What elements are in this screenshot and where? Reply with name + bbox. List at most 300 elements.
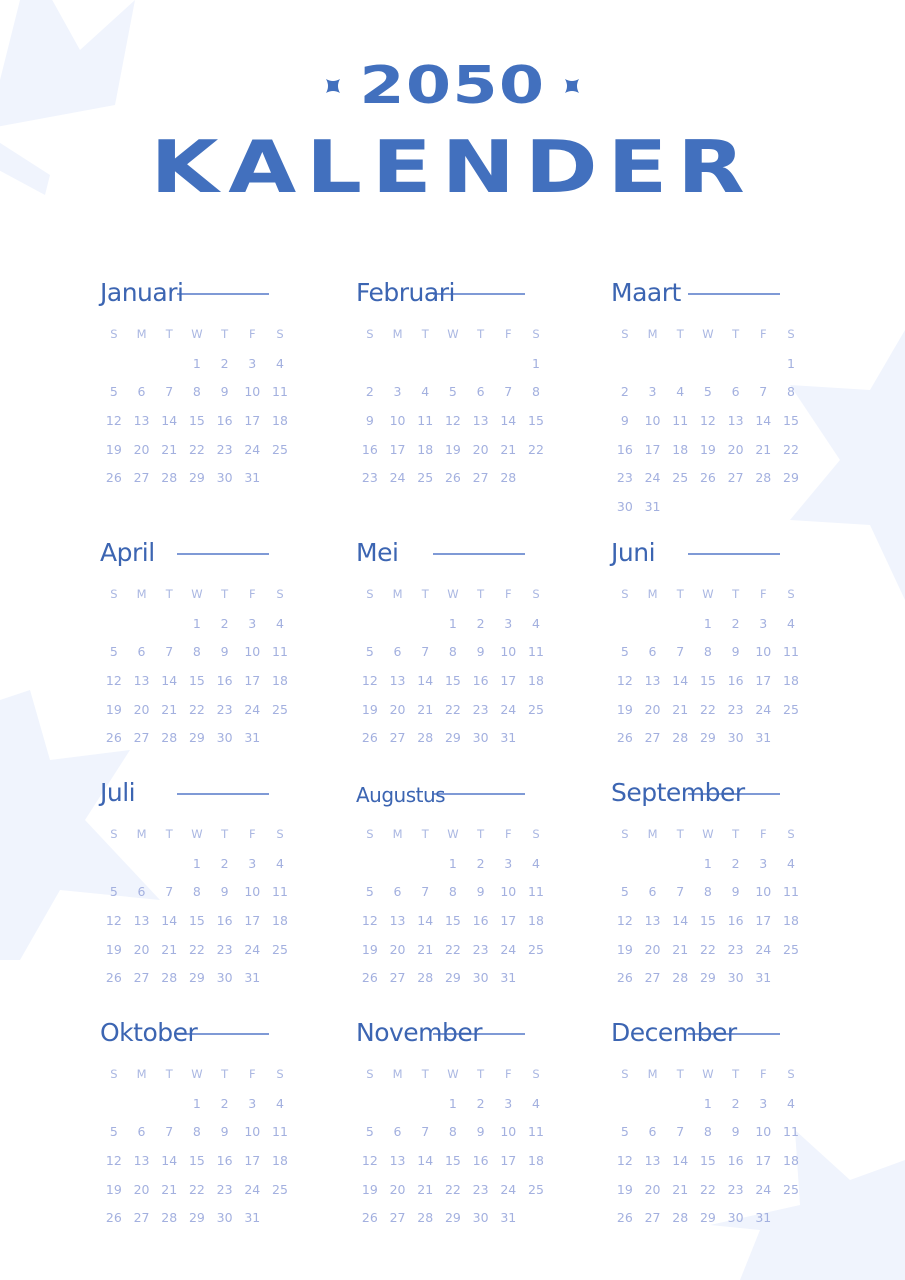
day-cell: 6 xyxy=(137,1124,146,1140)
weekday-label: S xyxy=(366,327,374,341)
day-cell: 21 xyxy=(161,941,178,957)
day-grid xyxy=(100,327,294,499)
day-cell: 10 xyxy=(244,384,261,400)
day-cell: 6 xyxy=(137,644,146,660)
weekday-label: S xyxy=(787,587,795,601)
day-cell: 9 xyxy=(731,1124,740,1140)
day-cell: 22 xyxy=(188,1181,205,1197)
day-cell: 27 xyxy=(133,730,150,746)
day-cell: 27 xyxy=(644,730,661,746)
weekday-label: M xyxy=(647,1067,658,1081)
day-cell: 9 xyxy=(220,884,229,900)
day-cell: 3 xyxy=(504,615,513,631)
empty-cell xyxy=(411,356,439,385)
empty-cell xyxy=(439,356,467,385)
day-cell: 11 xyxy=(272,384,288,400)
day-cell: 22 xyxy=(783,441,799,457)
month-name: Augustus xyxy=(356,783,446,807)
day-cell: 25 xyxy=(783,941,799,957)
day-cell: 24 xyxy=(500,1181,517,1197)
empty-cell xyxy=(749,356,777,385)
day-cell: 12 xyxy=(105,913,122,929)
day-cell: 31 xyxy=(244,730,261,746)
day-cell: 14 xyxy=(672,1153,689,1169)
day-cell: 5 xyxy=(365,644,374,660)
day-cell: 12 xyxy=(616,913,633,929)
weekday-label: W xyxy=(447,1067,459,1081)
day-cell: 5 xyxy=(448,384,457,400)
weekday-label: S xyxy=(787,827,795,841)
day-cell: 9 xyxy=(220,1124,229,1140)
day-cell: 17 xyxy=(755,913,772,929)
day-cell: 24 xyxy=(500,701,517,717)
empty-cell xyxy=(722,356,750,385)
day-cell: 30 xyxy=(727,970,744,986)
day-cell: 29 xyxy=(188,470,205,486)
day-cell: 2 xyxy=(220,855,229,871)
month-november xyxy=(356,1010,556,1226)
day-cell: 31 xyxy=(755,970,772,986)
day-cell: 19 xyxy=(616,1181,633,1197)
day-cell: 24 xyxy=(644,470,661,486)
day-cell: 6 xyxy=(476,384,485,400)
day-cell: 15 xyxy=(444,1153,461,1169)
day-cell: 10 xyxy=(244,884,261,900)
day-cell: 28 xyxy=(161,470,178,486)
day-cell: 8 xyxy=(192,884,201,900)
day-cell: 21 xyxy=(417,1181,434,1197)
month-augustus xyxy=(356,770,556,986)
day-cell: 11 xyxy=(528,644,544,660)
weekday-label: F xyxy=(759,1067,767,1081)
day-cell: 25 xyxy=(272,701,288,717)
day-cell: 24 xyxy=(755,701,772,717)
day-cell: 31 xyxy=(244,1210,261,1226)
weekday-label: W xyxy=(191,1067,203,1081)
weekday-label: S xyxy=(276,827,284,841)
day-cell: 27 xyxy=(389,970,406,986)
weekday-label: T xyxy=(165,587,173,601)
day-cell: 30 xyxy=(727,1210,744,1226)
day-cell: 7 xyxy=(421,644,430,660)
day-cell: 29 xyxy=(444,970,461,986)
empty-cell xyxy=(666,1096,694,1125)
month-name: November xyxy=(356,1018,483,1047)
month-header xyxy=(611,270,811,310)
day-cell: 8 xyxy=(448,1124,457,1140)
day-grid xyxy=(356,587,550,759)
day-cell: 10 xyxy=(500,1124,517,1140)
month-name: Mei xyxy=(356,538,399,567)
day-cell: 5 xyxy=(620,1124,629,1140)
empty-cell xyxy=(100,616,128,645)
day-cell: 26 xyxy=(105,970,122,986)
day-cell: 2 xyxy=(476,1095,485,1111)
weekday-label: S xyxy=(621,827,629,841)
day-cell: 20 xyxy=(389,701,406,717)
weekday-label: T xyxy=(732,827,740,841)
day-cell: 21 xyxy=(161,441,178,457)
day-cell: 26 xyxy=(616,1210,633,1226)
day-cell: 20 xyxy=(133,941,150,957)
day-cell: 6 xyxy=(648,884,657,900)
day-cell: 13 xyxy=(472,413,489,429)
day-cell: 11 xyxy=(528,884,544,900)
weekday-label: W xyxy=(702,327,714,341)
day-cell: 16 xyxy=(216,413,233,429)
weekday-label: T xyxy=(221,587,229,601)
weekday-label: S xyxy=(366,827,374,841)
month-maart xyxy=(611,270,811,515)
day-cell: 15 xyxy=(528,413,544,429)
weekday-label: T xyxy=(421,827,429,841)
day-cell: 30 xyxy=(472,730,489,746)
day-cell: 15 xyxy=(188,673,205,689)
weekday-label: T xyxy=(221,827,229,841)
day-cell: 13 xyxy=(644,913,661,929)
day-cell: 28 xyxy=(161,970,178,986)
weekday-label: S xyxy=(110,827,118,841)
weekday-label: S xyxy=(532,827,540,841)
month-divider-line xyxy=(433,793,525,795)
day-cell: 24 xyxy=(244,701,261,717)
day-cell: 9 xyxy=(365,413,374,429)
month-header xyxy=(611,770,811,810)
day-grid xyxy=(356,1067,550,1239)
day-cell: 24 xyxy=(755,941,772,957)
empty-cell xyxy=(128,616,156,645)
empty-cell xyxy=(155,356,183,385)
day-cell: 20 xyxy=(133,441,150,457)
day-grid xyxy=(100,587,294,759)
day-cell: 5 xyxy=(109,884,118,900)
day-cell: 3 xyxy=(248,1095,257,1111)
weekday-label: F xyxy=(248,827,256,841)
day-cell: 11 xyxy=(783,644,799,660)
weekday-label: T xyxy=(732,327,740,341)
weekday-label: M xyxy=(392,827,403,841)
month-divider-line xyxy=(433,553,525,555)
empty-cell xyxy=(494,356,522,385)
day-cell: 1 xyxy=(703,855,712,871)
month-name: Februari xyxy=(356,278,455,307)
empty-cell xyxy=(411,1096,439,1125)
day-cell: 16 xyxy=(216,1153,233,1169)
month-header xyxy=(356,770,556,810)
day-cell: 22 xyxy=(188,441,205,457)
day-cell: 18 xyxy=(528,673,544,689)
weekday-label: M xyxy=(392,1067,403,1081)
day-cell: 21 xyxy=(417,701,434,717)
day-cell: 22 xyxy=(528,441,544,457)
day-cell: 2 xyxy=(731,615,740,631)
weekday-label: T xyxy=(676,827,684,841)
day-cell: 12 xyxy=(699,413,716,429)
empty-cell xyxy=(611,356,639,385)
month-header xyxy=(100,1010,300,1050)
day-cell: 12 xyxy=(361,1153,378,1169)
day-cell: 4 xyxy=(275,615,284,631)
month-juli xyxy=(100,770,300,986)
day-cell: 24 xyxy=(755,1181,772,1197)
day-cell: 16 xyxy=(727,673,744,689)
day-cell: 29 xyxy=(699,730,716,746)
month-divider-line xyxy=(177,793,269,795)
day-cell: 16 xyxy=(727,913,744,929)
day-cell: 8 xyxy=(531,384,540,400)
month-januari xyxy=(100,270,300,486)
day-cell: 10 xyxy=(644,413,661,429)
day-cell: 18 xyxy=(417,441,434,457)
day-cell: 27 xyxy=(727,470,744,486)
day-cell: 23 xyxy=(216,1181,233,1197)
day-cell: 5 xyxy=(109,384,118,400)
day-cell: 7 xyxy=(676,644,685,660)
day-cell: 7 xyxy=(165,644,174,660)
day-cell: 7 xyxy=(421,1124,430,1140)
day-cell: 28 xyxy=(672,730,689,746)
weekday-label: T xyxy=(421,587,429,601)
day-cell: 26 xyxy=(361,730,378,746)
day-cell: 8 xyxy=(703,1124,712,1140)
day-cell: 2 xyxy=(365,384,374,400)
day-cell: 3 xyxy=(248,615,257,631)
day-cell: 28 xyxy=(161,730,178,746)
month-name: Oktober xyxy=(100,1018,198,1047)
day-cell: 27 xyxy=(133,470,150,486)
day-cell: 3 xyxy=(248,355,257,371)
weekday-label: S xyxy=(532,327,540,341)
day-cell: 17 xyxy=(755,1153,772,1169)
month-header xyxy=(356,1010,556,1050)
empty-cell xyxy=(356,356,384,385)
day-grid xyxy=(100,1067,294,1239)
day-grid xyxy=(611,1067,805,1239)
weekday-label: T xyxy=(676,587,684,601)
day-cell: 6 xyxy=(137,384,146,400)
empty-cell xyxy=(694,356,722,385)
day-cell: 25 xyxy=(272,941,288,957)
day-cell: 28 xyxy=(672,1210,689,1226)
day-cell: 22 xyxy=(444,701,461,717)
day-cell: 1 xyxy=(448,1095,457,1111)
day-cell: 19 xyxy=(361,941,378,957)
day-cell: 8 xyxy=(192,644,201,660)
empty-cell xyxy=(639,616,667,645)
day-cell: 16 xyxy=(472,673,489,689)
day-cell: 23 xyxy=(727,1181,744,1197)
empty-cell xyxy=(356,616,384,645)
day-cell: 2 xyxy=(731,855,740,871)
day-cell: 13 xyxy=(727,413,744,429)
day-cell: 1 xyxy=(192,855,201,871)
day-cell: 26 xyxy=(361,1210,378,1226)
weekday-label: T xyxy=(732,587,740,601)
empty-cell xyxy=(128,856,156,885)
empty-cell xyxy=(384,856,412,885)
day-cell: 21 xyxy=(417,941,434,957)
weekday-label: M xyxy=(647,587,658,601)
x-mark-icon xyxy=(561,75,583,97)
day-cell: 19 xyxy=(444,441,461,457)
day-cell: 4 xyxy=(676,384,685,400)
weekday-label: M xyxy=(647,827,658,841)
day-cell: 5 xyxy=(703,384,712,400)
day-cell: 14 xyxy=(417,673,434,689)
day-cell: 15 xyxy=(699,1153,716,1169)
day-cell: 12 xyxy=(105,413,122,429)
day-grid xyxy=(611,827,805,999)
empty-cell xyxy=(467,356,495,385)
empty-cell xyxy=(611,1096,639,1125)
day-cell: 19 xyxy=(361,701,378,717)
day-cell: 15 xyxy=(188,1153,205,1169)
day-cell: 21 xyxy=(672,701,689,717)
weekday-label: T xyxy=(477,327,485,341)
month-divider-line xyxy=(688,553,780,555)
weekday-label: S xyxy=(110,587,118,601)
weekday-label: F xyxy=(504,1067,512,1081)
day-cell: 14 xyxy=(161,913,178,929)
day-cell: 17 xyxy=(500,913,517,929)
day-cell: 3 xyxy=(759,615,768,631)
day-cell: 7 xyxy=(165,384,174,400)
day-cell: 23 xyxy=(472,941,489,957)
day-cell: 20 xyxy=(644,941,661,957)
day-cell: 1 xyxy=(448,855,457,871)
day-cell: 20 xyxy=(133,701,150,717)
weekday-label: S xyxy=(787,1067,795,1081)
day-cell: 25 xyxy=(417,470,434,486)
weekday-label: S xyxy=(276,327,284,341)
day-cell: 1 xyxy=(192,615,201,631)
day-cell: 4 xyxy=(531,855,540,871)
day-cell: 26 xyxy=(444,470,461,486)
day-cell: 3 xyxy=(648,384,657,400)
empty-cell xyxy=(100,856,128,885)
day-cell: 27 xyxy=(389,730,406,746)
day-cell: 7 xyxy=(165,1124,174,1140)
month-header xyxy=(356,530,556,570)
x-mark-icon xyxy=(322,75,344,97)
day-cell: 31 xyxy=(755,730,772,746)
day-cell: 4 xyxy=(275,1095,284,1111)
day-cell: 27 xyxy=(133,970,150,986)
month-december xyxy=(611,1010,811,1226)
month-divider-line xyxy=(177,553,269,555)
day-cell: 28 xyxy=(161,1210,178,1226)
day-cell: 30 xyxy=(216,970,233,986)
day-cell: 15 xyxy=(783,413,799,429)
empty-cell xyxy=(611,856,639,885)
day-cell: 5 xyxy=(109,644,118,660)
day-cell: 3 xyxy=(504,1095,513,1111)
day-cell: 26 xyxy=(616,970,633,986)
day-cell: 25 xyxy=(272,441,288,457)
day-cell: 16 xyxy=(216,913,233,929)
day-cell: 17 xyxy=(500,673,517,689)
weekday-label: S xyxy=(366,1067,374,1081)
weekday-label: F xyxy=(248,587,256,601)
month-divider-line xyxy=(177,293,269,295)
day-cell: 29 xyxy=(188,970,205,986)
day-cell: 10 xyxy=(500,884,517,900)
day-cell: 6 xyxy=(648,1124,657,1140)
day-cell: 4 xyxy=(275,855,284,871)
day-cell: 27 xyxy=(389,1210,406,1226)
day-cell: 30 xyxy=(616,499,633,515)
month-name: December xyxy=(611,1018,737,1047)
weekday-label: S xyxy=(110,327,118,341)
day-cell: 25 xyxy=(528,941,544,957)
month-header xyxy=(611,1010,811,1050)
day-cell: 4 xyxy=(531,615,540,631)
day-cell: 10 xyxy=(755,644,772,660)
day-cell: 18 xyxy=(672,441,689,457)
weekday-label: S xyxy=(621,327,629,341)
weekday-label: T xyxy=(421,1067,429,1081)
day-cell: 3 xyxy=(759,1095,768,1111)
weekday-label: F xyxy=(759,827,767,841)
weekday-label: M xyxy=(647,327,658,341)
day-cell: 1 xyxy=(703,1095,712,1111)
day-cell: 1 xyxy=(531,355,540,371)
day-cell: 1 xyxy=(448,615,457,631)
day-cell: 19 xyxy=(105,701,122,717)
day-cell: 13 xyxy=(644,673,661,689)
weekday-label: F xyxy=(504,827,512,841)
day-cell: 9 xyxy=(220,644,229,660)
day-cell: 30 xyxy=(216,1210,233,1226)
day-cell: 1 xyxy=(786,355,795,371)
day-cell: 13 xyxy=(133,673,150,689)
day-cell: 16 xyxy=(472,1153,489,1169)
day-cell: 23 xyxy=(216,941,233,957)
empty-cell xyxy=(356,1096,384,1125)
day-cell: 22 xyxy=(444,941,461,957)
day-cell: 24 xyxy=(500,941,517,957)
day-cell: 7 xyxy=(676,1124,685,1140)
weekday-label: M xyxy=(136,327,147,341)
day-cell: 19 xyxy=(699,441,716,457)
month-divider-line xyxy=(688,293,780,295)
day-grid xyxy=(356,827,550,999)
day-cell: 19 xyxy=(105,1181,122,1197)
empty-cell xyxy=(666,856,694,885)
day-cell: 12 xyxy=(616,1153,633,1169)
day-cell: 5 xyxy=(620,884,629,900)
day-cell: 13 xyxy=(133,413,150,429)
day-cell: 29 xyxy=(699,1210,716,1226)
month-header xyxy=(611,530,811,570)
month-februari xyxy=(356,270,556,486)
day-cell: 21 xyxy=(161,701,178,717)
day-cell: 1 xyxy=(192,355,201,371)
day-cell: 14 xyxy=(500,413,517,429)
day-cell: 24 xyxy=(389,470,406,486)
day-cell: 25 xyxy=(528,1181,544,1197)
weekday-label: T xyxy=(676,327,684,341)
day-cell: 24 xyxy=(244,1181,261,1197)
day-cell: 7 xyxy=(165,884,174,900)
day-cell: 5 xyxy=(109,1124,118,1140)
month-name: September xyxy=(611,778,745,807)
day-cell: 10 xyxy=(755,1124,772,1140)
day-cell: 5 xyxy=(365,1124,374,1140)
day-cell: 5 xyxy=(365,884,374,900)
weekday-label: T xyxy=(165,327,173,341)
weekday-label: S xyxy=(787,327,795,341)
